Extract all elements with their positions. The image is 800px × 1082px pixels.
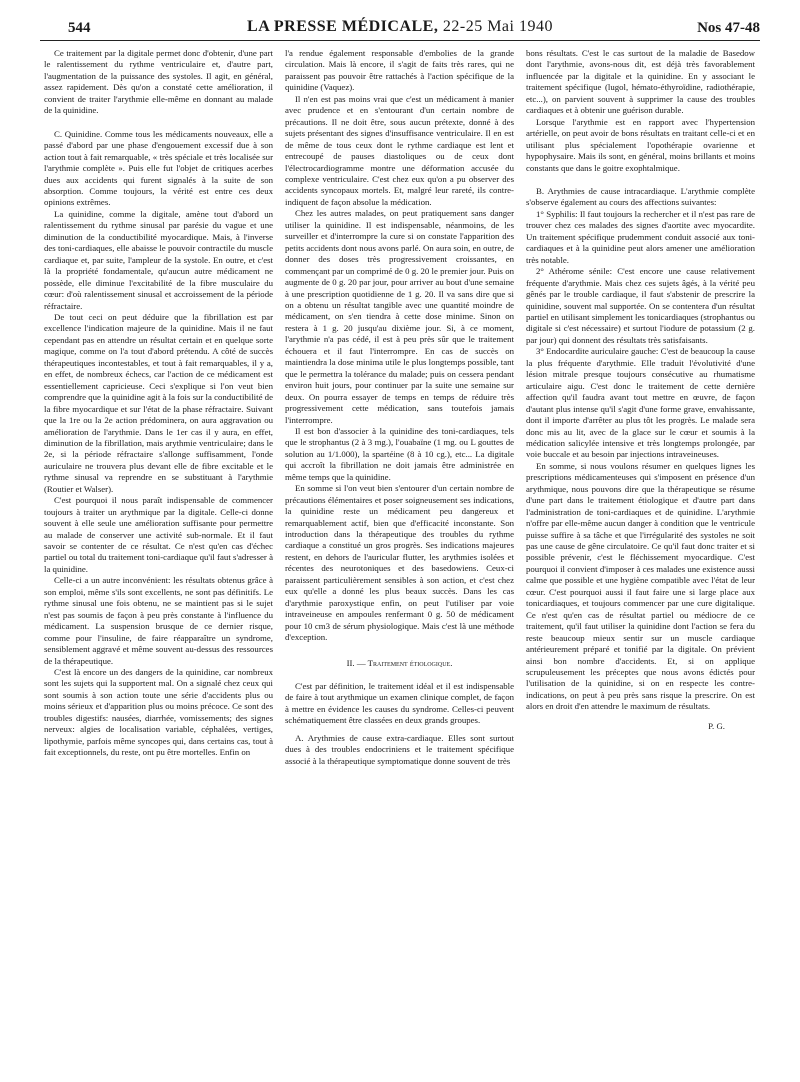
paragraph-extra-cardiaque: A. Arythmies de cause extra-cardiaque. Elles sont surtout dues à des troubles endocriniens et le traitement spécifique associé à la thérapeutique symptomatique donne souvent de très — [285, 732, 514, 766]
paragraph: C'est par définition, le traitement idéal et il est indispensable de faire à tout arythmique un examen clinique complet, de façon à mettre en évidence les causes du syndrome. Celles-ci peuvent schématiquement être classées en deux grands groupes. — [285, 681, 514, 726]
column-1 — [44, 48, 273, 1058]
paragraph: Chez les autres malades, on peut pratiquement sans danger utiliser la quinidine. Il est indispensable, néanmoins, de les surveiller et d'interrompre la cure si on constate l'apparition des petits accidents dont nous avons parlé. On aura soin, en outre, de donner des doses très progressivement croissantes, en commençant par un comprimé de 0 g. 20 le premier jour. Puis on augmente de 0 g. 20 par jour, pour arriver au bout d'une semaine à une prescription quotidienne de 1 g. 20. Il va sans dire que si on a obtenu un résultat tangible avec une quantité moindre de médicament, on s'en tiendra à cette dose minime. Sinon on restera à 1 g. 20 jusqu'au dixième jour. Si, à ce moment, l'arythmie n'a pas cédé, il est à peu près sûr que le traitement échouera et il faut l'interrompre. En cas de succès on maintiendra la dose minima utile le plus longtemps possible, tant que le permettra la tolérance du malade; puis on cessera pendant environ huit jours, pour continuer par la suite une semaine sur deux. On pourra essayer de temps en temps de réduire très progressivement cette médication, sans toutefois jamais l'interrompre. — [285, 208, 514, 425]
paragraph-quinidine: C. Quinidine. Comme tous les médicaments nouveaux, elle a passé d'abord par une phase d'engouement excessif due à son action tout à fait remarquable, « très spéciale et très localisée sur l'arythmie complète ». Puis elle fut l'objet de critiques acerbes dues aux accidents qui furent signalés à la suite de son absorption. Comme toujours, la vérité est entre ces deux opinions extrêmes. — [44, 128, 273, 208]
page-number: 544 — [68, 20, 91, 36]
paragraph: Lorsque l'arythmie est en rapport avec l'hypertension artérielle, on peut avoir de bons résultats en traitant celle-ci et en utilisant plus spécialement l'opothérapie ovarienne et hypophysaire. Mais ils sont, en général, moins brillants et moins constants que dans le goitre exophtalmique. — [526, 116, 755, 173]
paragraph: De tout ceci on peut déduire que la fibrillation est par excellence l'indication majeure de la quinidine. Mais il ne faut cependant pas en attendre un résultat certain et en quelque sorte magique, comme on l'a tout d'abord prétendu. A côté de succès thérapeutiques incontestables, et tout à fait remarquables, il y a, en effet, de nombreux échecs, car l'action de ce médicament est essentiellement capricieuse. Ceci s'explique si l'on veut bien comprendre que la quinidine agit à la fois sur la conductibilité de la fibre myocardique et sur l'état de la phase réfractaire. Suivant que la 1re ou la 2e action prédominera, on aura aggravation ou amélioration de l'arythmie. Dans le 1er cas il y aura, en effet, diminution de la fibrillation, mais arythmie ventriculaire; dans le 2e, si la période réfractaire s'allonge suffisamment, l'onde auriculaire ne trouvera plus devant elle de fibre excitable et le rythme sinusal va reprendre en se substituant à l'arythmie (Routier et Walser). — [44, 311, 273, 494]
paragraph: C'est pourquoi il nous paraît indispensable de commencer toujours à traiter un arythmique par la digitale. Celle-ci donne souvent à elle seule une amélioration suffisante pour permettre au malade de conserver une activité sub-normale. Et il faut savoir se contenter de ce résultat. Ce n'est qu'en cas d'échec partiel ou total du traitement toni-cardiaque qu'il faut s'adresser à la quinidine. — [44, 495, 273, 574]
issue-number: Nos 47-48 — [697, 20, 760, 36]
article-body — [44, 48, 756, 1058]
paragraph: l'a rendue également responsable d'embolies de la grande circulation. Mais là encore, il s'agit de faits très rares, qui ne paraissent pas pouvoir être rattachés à l'action spécifique de la quinidine (Vaquez). — [285, 48, 514, 93]
paragraph: bons résultats. C'est le cas surtout de la maladie de Basedow dont l'arythmie, avons-nous dit, est déjà très favorablement influencée par la digitale et la quinidine. En y associant le traitement spécifique (lugol, hémato-éthyroïdine, radiothérapie, etc...), on parvient souvent à supprimer la cause des troubles cardiaques et à obtenir une guérison durable. — [526, 48, 755, 116]
column-2 — [285, 48, 514, 1058]
paragraph: Il est bon d'associer à la quinidine des toni-cardiaques, tels que le strophantus (2 à 3 mg.), l'ouabaïne (1 mg. ou L gouttes de solution au 1/1.000), la spartéine (8 à 10 cg.), etc... La digitale qui accroît la fibrillation ne doit jamais être administrée en même temps que la quinidine. — [285, 425, 514, 482]
page-header — [40, 18, 760, 41]
paragraph: Ce traitement par la digitale permet donc d'obtenir, d'une part le ralentissement du rythme ventriculaire et, d'autre part, l'augmentation de la puissance des systoles. Il agit, en général, assez rapidement. Dès qu'on a constaté cette amélioration, il convient de traiter l'arythmie elle-même en donnant au malade de la quinidine. — [44, 48, 273, 116]
journal-title: LA PRESSE MÉDICALE, — [247, 18, 439, 35]
paragraph: 2° Athérome sénile: C'est encore une cause relativement fréquente d'arythmie. Mais chez ces sujets âgés, à la vérité peu gênés par le trouble cardiaque, il faut s'abstenir de prescrire la quinidine, souvent mal supportée. On se contentera d'un résultat partiel en utilisant simplement les tonicardiaques (strophantus ou digitale si c'est nécessaire) et surtout l'iodure de potassium (2 g. par jour) qui donnent des résultats très satisfaisants. — [526, 266, 755, 345]
issue-date: 22-25 Mai 1940 — [442, 18, 553, 35]
masthead — [40, 18, 760, 36]
paragraph: La quinidine, comme la digitale, amène tout d'abord un ralentissement du rythme sinusal par parésie du vague et une diminution de la conductibilité myocardique. Mais, à l'inverse des toni-cardiaques, elle abaisse le pouvoir contractile du muscle cardiaque et, par suite, l'ampleur de la systole. En outre, et c'est là la propriété fondamentale, qu'aucun autre médicament ne possède, elle diminue l'excitabilité de la fibre musculaire du cœur: d'où ralentissement sinusal et accroissement de la période réfractaire. — [44, 208, 273, 311]
column-3 — [526, 48, 755, 1058]
paragraph: C'est là encore un des dangers de la quinidine, car nombreux sont les sujets qui la supportent mal. On a signalé chez ceux qui sont soumis à son action toute une série d'accidents plus ou moins sérieux et d'apparition plus ou moins précoce. Ce sont des troubles digestifs: nausées, diarrhée, vomissements; des signes nerveux: algies de localisation variable, céphalées, vertiges, lipothymie, parfois même syncopes qui, dans certains cas, tout à fait exceptionnels, du reste, ont pu être mortelles. Enfin on — [44, 667, 273, 758]
section-heading: II. — Traitement étiologique. — [346, 657, 453, 668]
author-signature: P. G. — [708, 720, 725, 731]
paragraph: Celle-ci a un autre inconvénient: les résultats obtenus grâce à son emploi, même s'ils sont excellents, ne sont pas définitifs. Le rythme sinusal une fois obtenu, ne se maintient pas si le sujet n'est pas soumis de façon à peu près constante à l'influence du médicament. La suspension brusque de ce dernier risque, comme pour l'insuline, de faire réapparaître un syndrome, sensiblement aggravé et même souvent au-dessus des ressources de la thérapeutique. — [44, 575, 273, 666]
paragraph: Il n'en est pas moins vrai que c'est un médicament à manier avec prudence et en s'entourant d'un certain nombre de précautions. Il ne doit être, sous aucun prétexte, donné à des sujets présentant des signes d'insuffisance ventriculaire. Il en est de même de tous ceux dont le rythme cardiaque est lent et entrecoupé de pauses diastoliques ou de ceux dont l'électrocardiogramme montre une déformation accusée du complexe ventriculaire. C'est chez eux qu'on a pu observer des accidents syncopaux mortels. Et, malgré leur rareté, ils contre-indiquent de façon absolue la médication. — [285, 93, 514, 207]
paragraph: 3° Endocardite auriculaire gauche: C'est de beaucoup la cause la plus fréquente d'arythmie. Elle traduit l'évolutivité d'une lésion mitrale presque toujours consécutive au rhumatisme articulaire aigu. C'est donc le traitement de cette dernière affection qu'il faudra avant tout mettre en œuvre, de façon d'autant plus intense qu'il s'agit d'une forme grave, envahissante, dont il importe d'arrêter au plus tôt les progrès. Le malade sera donc mis au lit, avec de la glace sur le cœur et soumis à la médication salicylée intensive et très longtemps prolongée, par voie buccale et au besoin par injections intraveineuses. — [526, 346, 755, 460]
paragraph: En somme, si nous voulons résumer en quelques lignes les prescriptions médicamenteuses qui s'imposent en présence d'un arythmique, nous pouvons dire que la thérapeutique se résume d'une part dans le traitement étiologique et d'autre part dans l'administration de toni-cardiaques et de quinidine. L'arythmie n'offre par elle-même aucun danger à condition que le ventricule puisse suffire à sa tâche et que l'irrégularité des systoles ne soit pas une cause de gêne circulatoire. Ce qu'il faut donc traiter et si possible prévenir, c'est le fléchissement myocardique. C'est pourquoi il convient d'imposer à ces malades une existence aussi calme que possible et une hygiène compatible avec l'état de leur cœur. C'est pourquoi aussi il faut faire une si large place aux tonicardiaques, et toujours commencer par une cure digitalique. Ce n'est qu'en cas de résultat partiel ou médiocre de ce traitement, qu'il faut utiliser la quinidine dont l'action se fera du reste beaucoup mieux sentir sur un muscle cardiaque antérieurement préparé et tonifié par la digitale. On prévient ainsi bon nombre d'accidents. Et, si on applique scrupuleusement les préceptes que nous avons édictés pour l'utilisation de la quinidine, si on en respecte les contre-indications, on peut à peu près sans risque la prescrire. On est alors en droit d'en attendre le maximum de résultats. — [526, 460, 755, 712]
paragraph: En somme si l'on veut bien s'entourer d'un certain nombre de précautions élémentaires et poser soigneusement ses indications, la quinidine reste un médicament peu dangereux et remarquablement actif, bien que d'efficacité inconstante. Son introduction dans la thérapeutique des troubles du rythme cardiaque a constitué un gros progrès. Ses indications majeures restent, en dehors de l'auricular flutter, les arythmies isolées et récentes des neurotoniques et des basedowiens. Ceux-ci paraissent particulièrement sensibles à son action, et c'est chez eux qu'elle a donné les plus beaux succès. Dans les cas d'arythmie paroxystique enfin, on peut l'utiliser par voie intraveineuse en ampoules renfermant 0 g. 50 de médicament pour 10 cm3 de sérum physiologique. Mais c'est là une méthode d'exception. — [285, 483, 514, 643]
paragraph-intracardiaque: B. Arythmies de cause intracardiaque. L'arythmie complète s'observe également au cours des affections suivantes: — [526, 185, 755, 208]
paragraph: 1° Syphilis: Il faut toujours la rechercher et il n'est pas rare de trouver chez ces malades des signes d'aortite avec myocardite. Un traitement spécifique prudemment conduit associé aux toni-cardiaques et à la quinidine peut alors amener une amélioration très notable. — [526, 208, 755, 265]
